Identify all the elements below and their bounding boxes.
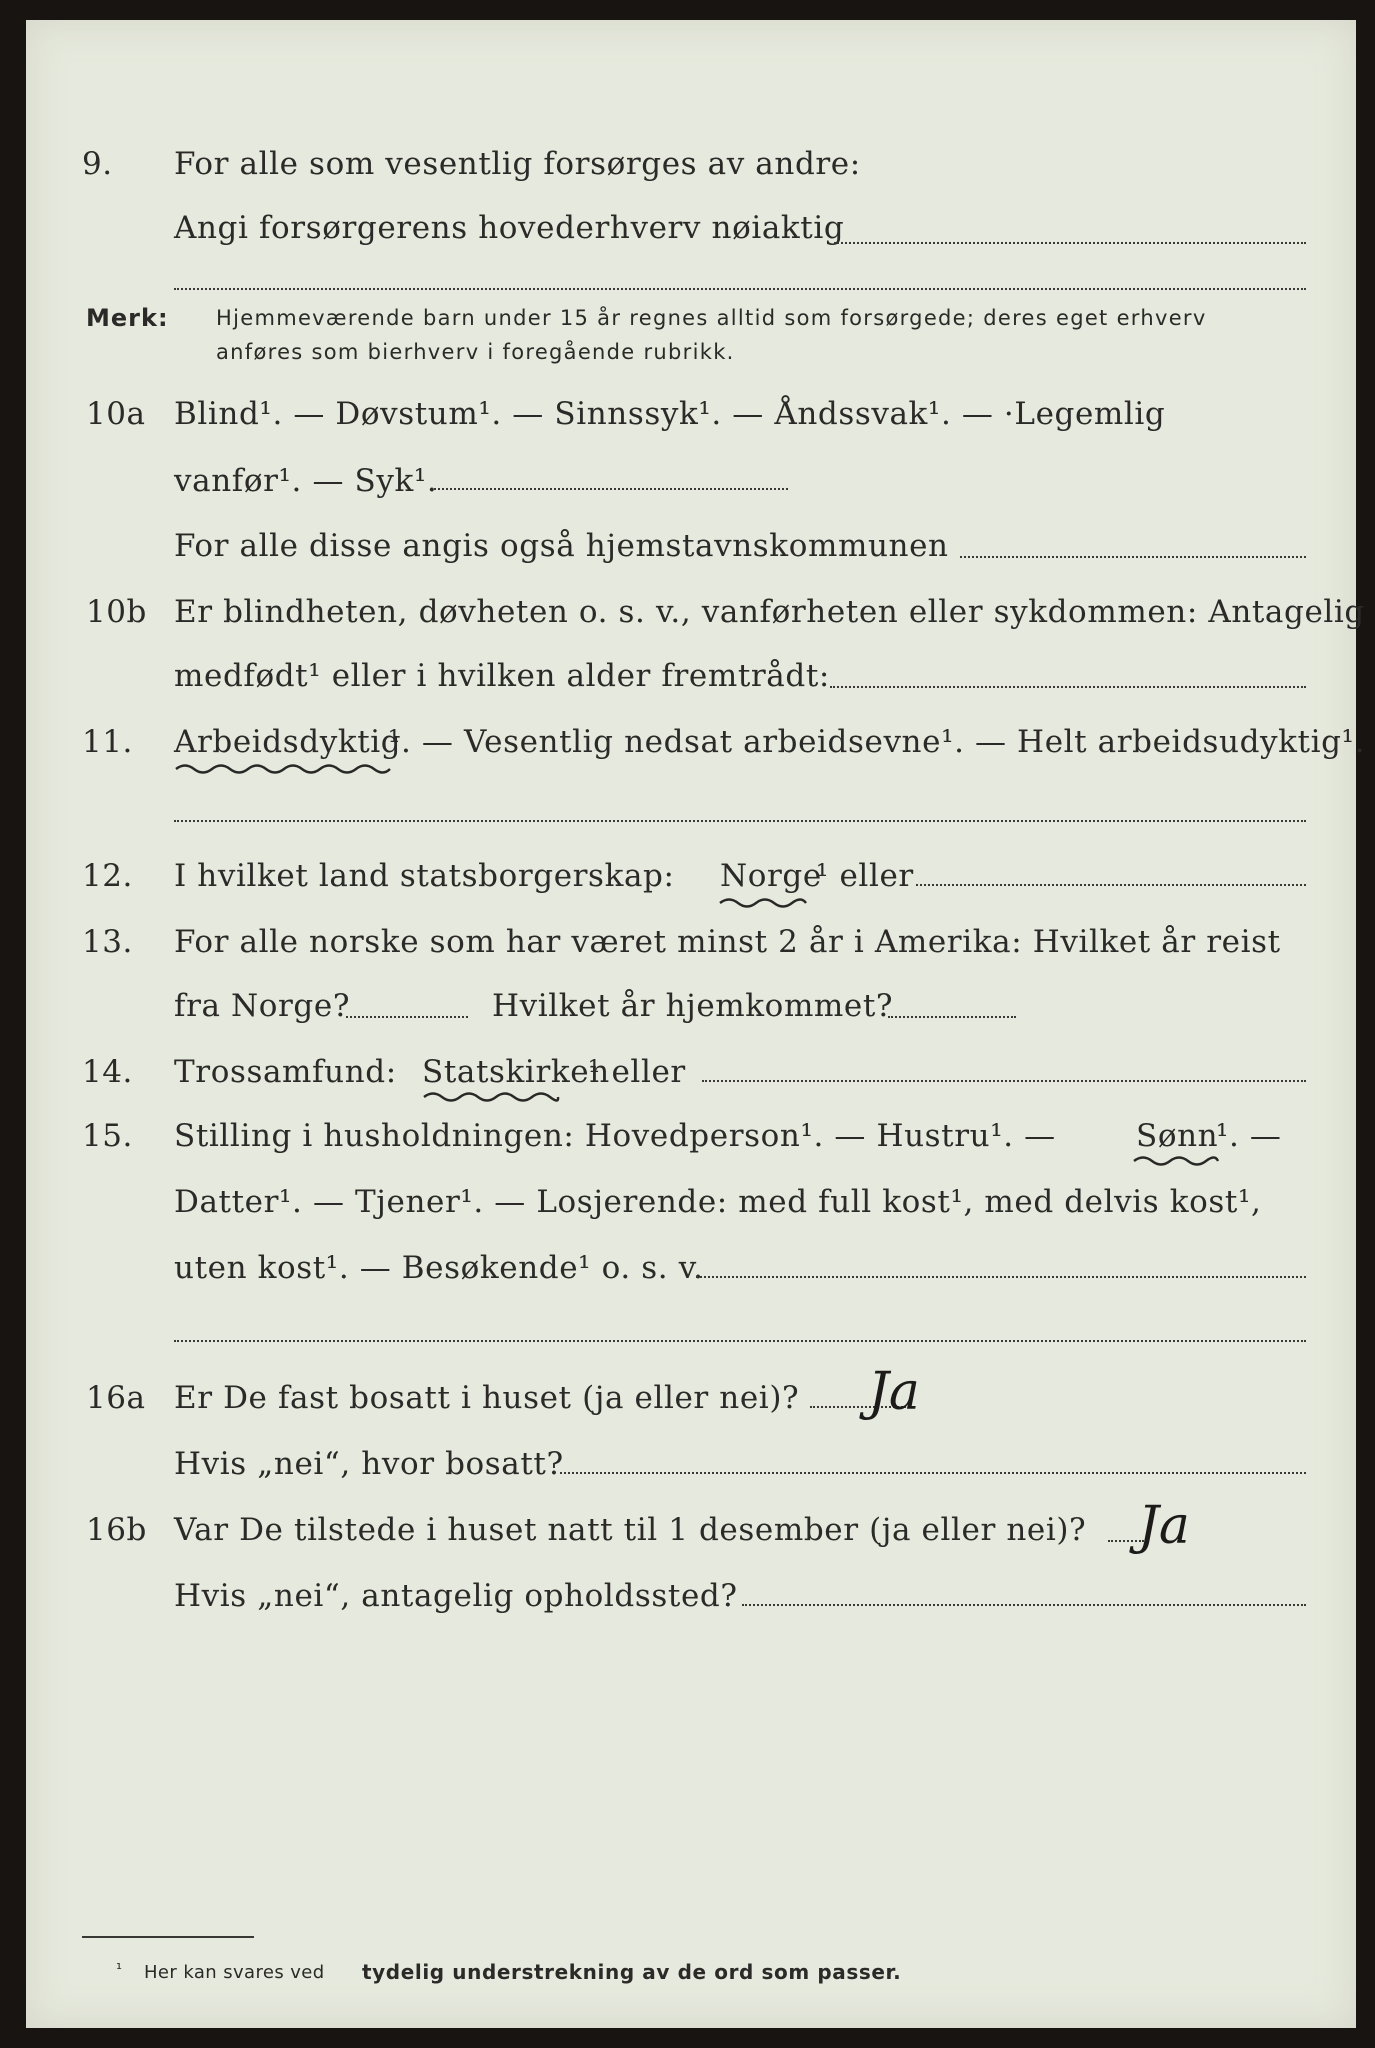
question-text: ¹ eller (588, 1054, 686, 1090)
option-norge[interactable]: Norge (720, 858, 822, 894)
question-text: Trossamfund: (174, 1054, 397, 1090)
question-text: I hvilket land statsborgerskap: (174, 858, 675, 894)
question-text: For alle som vesentlig forsørges av andre: (174, 146, 861, 182)
handwritten-answer: Ja (868, 1362, 920, 1422)
question-text: ¹. — (1216, 1118, 1282, 1154)
handwritten-underline (424, 1090, 558, 1104)
question-text: Er De fast bosatt i huset (ja eller nei)? (174, 1380, 800, 1416)
question-number: 10a (86, 396, 146, 432)
note-text: anføres som bierhverv i foregående rubrikk. (216, 340, 735, 364)
footnote-rule (82, 1936, 254, 1938)
question-text: uten kost¹. — Besøkende¹ o. s. v. (174, 1250, 704, 1286)
note-label: Merk: (86, 304, 169, 332)
answer-line[interactable] (346, 1016, 468, 1018)
question-text: fra Norge? (174, 988, 351, 1024)
question-number: 12. (82, 858, 133, 894)
answer-line[interactable] (174, 1340, 1306, 1342)
question-text: Hvilket år hjemkommet? (492, 988, 894, 1024)
census-form-page (26, 20, 1366, 2028)
handwritten-underline (1134, 1154, 1218, 1168)
handwritten-answer: Ja (1138, 1496, 1190, 1556)
answer-line[interactable] (888, 1016, 1016, 1018)
question-text: Hvis „nei“, hvor bosatt? (174, 1446, 564, 1482)
handwritten-underline (176, 762, 390, 776)
answer-line[interactable] (830, 686, 1306, 688)
question-text: Stilling i husholdningen: Hovedperson¹. — Hustru¹. — (174, 1118, 1056, 1154)
question-text: ¹. — Vesentlig nedsat arbeidsevne¹. — Helt arbeidsudyktig¹. (388, 724, 1366, 760)
question-number: 13. (82, 924, 133, 960)
answer-line[interactable] (916, 884, 1306, 886)
answer-line[interactable] (174, 820, 1306, 822)
question-text: Datter¹. — Tjener¹. — Losjerende: med full kost¹, med delvis kost¹, (174, 1184, 1262, 1220)
answer-line[interactable] (742, 1604, 1306, 1606)
answer-line[interactable] (174, 288, 1306, 290)
question-text: Angi forsørgerens hovederhverv nøiaktig (174, 210, 845, 246)
question-number: 14. (82, 1054, 133, 1090)
question-number: 9. (82, 146, 113, 182)
handwritten-underline (720, 896, 806, 910)
note-text: Hjemmeværende barn under 15 år regnes alltid som forsørgede; deres eget erhverv (216, 306, 1207, 330)
question-number: 16b (86, 1512, 147, 1548)
question-text: Blind¹. — Døvstum¹. — Sinnssyk¹. — Åndssvak¹. — ·Legemlig (174, 396, 1166, 432)
question-text: For alle disse angis også hjemstavnskommunen (174, 528, 949, 564)
question-text: vanfør¹. — Syk¹. (174, 463, 438, 499)
question-number: 15. (82, 1118, 133, 1154)
answer-line[interactable] (696, 1276, 1306, 1278)
question-text: Er blindheten, døvheten o. s. v., vanførheten eller sykdommen: Antagelig (174, 594, 1365, 630)
answer-line[interactable] (702, 1080, 1306, 1082)
answer-line[interactable] (834, 242, 1306, 244)
footnote-text-emphasis: tydelig understrekning av de ord som passer. (362, 1960, 902, 1984)
answer-line[interactable] (434, 488, 788, 490)
question-text: medfødt¹ eller i hvilken alder fremtrådt: (174, 658, 830, 694)
question-text: ¹ eller (816, 858, 914, 894)
option-arbeidsdyktig[interactable]: Arbeidsdyktig (174, 724, 402, 760)
question-number: 11. (82, 724, 133, 760)
option-sonn[interactable]: Sønn (1136, 1118, 1219, 1154)
option-statskirken[interactable]: Statskirken (422, 1054, 610, 1090)
answer-line[interactable] (960, 556, 1306, 558)
answer-line[interactable] (560, 1472, 1306, 1474)
question-text: Var De tilstede i huset natt til 1 desember (ja eller nei)? (174, 1512, 1087, 1548)
footnote-mark: ¹ (116, 1960, 123, 1978)
footnote-text: Her kan svares ved (144, 1962, 325, 1983)
question-number: 10b (86, 594, 147, 630)
question-number: 16a (86, 1380, 146, 1416)
question-text: For alle norske som har været minst 2 år i Amerika: Hvilket år reist (174, 924, 1281, 960)
question-text: Hvis „nei“, antagelig opholdssted? (174, 1578, 738, 1614)
